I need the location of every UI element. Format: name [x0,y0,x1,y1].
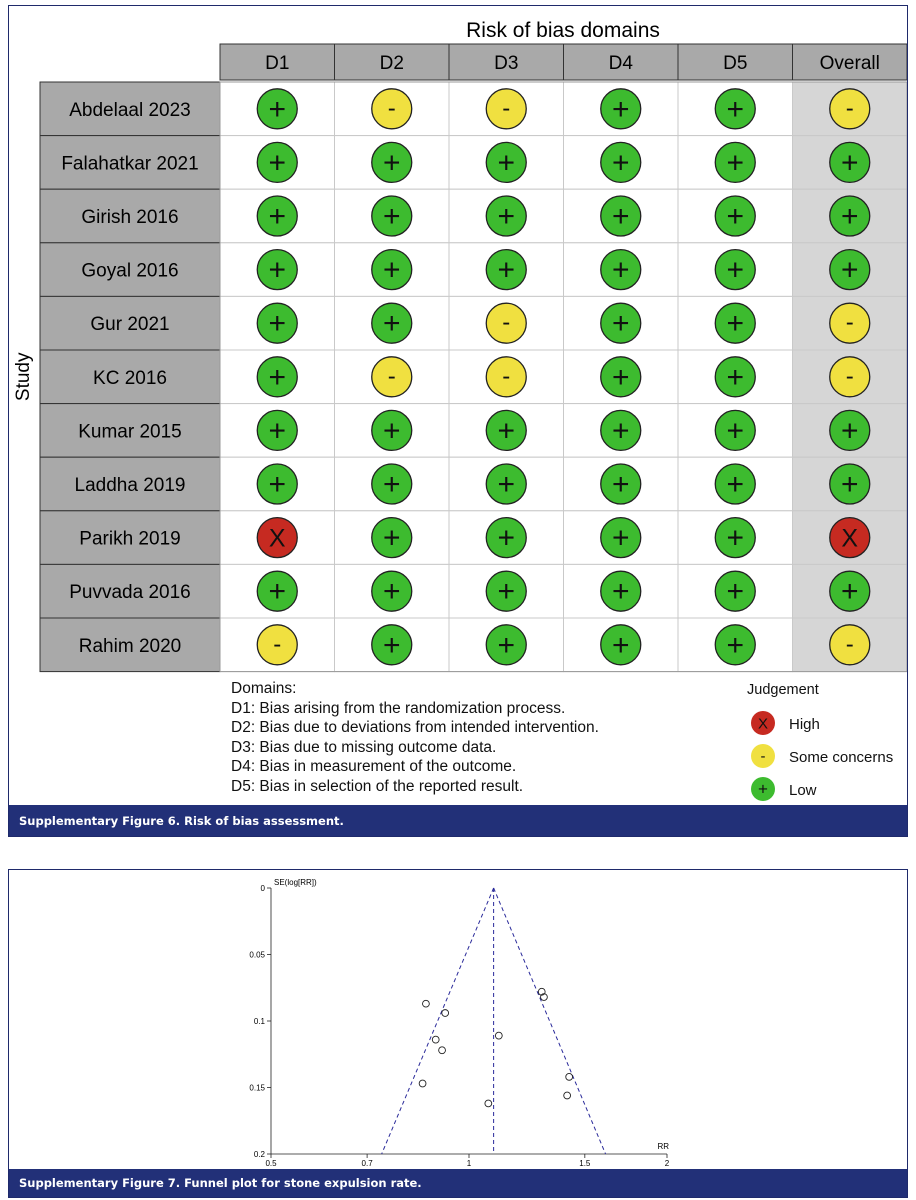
figure-6-caption: Supplementary Figure 6. Risk of bias assessment. [9,805,907,836]
judgement-symbol: + [497,575,516,609]
judgement-symbol: + [840,468,859,501]
judgement-symbol: + [840,414,859,448]
judgement-symbol: + [611,92,630,126]
study-label-abdelaal-2023: Abdelaal 2023 [69,99,191,121]
legend-label-low: Low [789,782,817,799]
study-point [495,1032,502,1039]
study-label-kumar-2015: Kumar 2015 [78,421,182,443]
svg-text:X: X [757,715,769,733]
header-label-d3: D3 [494,53,519,74]
study-point [442,1010,449,1017]
judgement-symbol: + [382,575,401,609]
study-label-goyal-2016: Goyal 2016 [81,260,179,282]
y-axis-label: SE(log[RR]) [274,878,317,887]
study-point [485,1100,492,1107]
judgement-symbol: + [726,92,745,126]
judgement-symbol: + [726,468,745,501]
judgement-symbol: + [611,200,630,233]
judgement-symbol: + [497,628,516,662]
judgement-symbol: + [268,575,287,609]
study-point [423,1000,430,1007]
judgement-symbol: - [387,94,396,122]
judgement-symbol: + [497,521,516,555]
funnel-plot-figure [8,869,908,1198]
judgement-symbol: + [382,307,401,341]
study-point [439,1047,446,1054]
judgement-symbol: - [502,309,511,337]
judgement-symbol: - [502,94,511,122]
judgement-legend-icons [747,702,777,812]
study-label-gur-2021: Gur 2021 [90,314,170,336]
judgement-symbol: - [845,362,854,390]
judgement-symbol: - [845,94,854,122]
judgement-symbol: + [382,468,401,501]
study-label-falahatkar-2021: Falahatkar 2021 [61,153,199,175]
funnel-right-limit [494,888,606,1154]
y-tick-label: 0.1 [253,1017,265,1026]
domain-note-d3: D3: Bias due to missing outcome data. [231,738,497,756]
judgement-symbol: + [611,414,630,448]
x-tick-label: 0.5 [265,1159,277,1168]
judgement-symbol: + [382,628,401,662]
judgement-symbol: + [611,146,630,180]
judgement-symbol: + [726,575,745,609]
judgement-symbol: + [382,200,401,233]
judgement-legend-title: Judgement [747,682,819,698]
study-label-parikh-2019: Parikh 2019 [79,528,181,550]
study-label-girish-2016: Girish 2016 [81,207,179,228]
study-label-rahim-2020: Rahim 2020 [78,635,182,657]
study-point [566,1073,573,1080]
x-tick-label: 1 [466,1159,472,1168]
judgement-symbol: + [726,200,745,233]
judgement-symbol: + [497,146,516,180]
judgement-symbol: + [840,575,859,609]
judgement-symbol: + [611,307,630,341]
judgement-symbol: + [268,307,287,341]
header-label-d4: D4 [608,53,633,74]
judgement-symbol: X [841,524,859,553]
domain-note-d5: D5: Bias in selection of the reported result. [231,777,524,795]
funnel-left-limit [382,888,494,1154]
domain-notes-title: Domains: [231,680,297,697]
x-axis-label: RR [657,1142,669,1151]
judgement-symbol: + [268,253,287,287]
judgement-symbol: + [497,200,516,233]
y-tick-label: 0.15 [249,1083,265,1093]
study-point [564,1092,571,1099]
judgement-symbol: + [268,200,287,233]
judgement-symbol: + [611,468,630,501]
judgement-symbol: + [497,414,516,448]
study-point [419,1080,426,1087]
judgement-symbol: - [273,630,282,658]
judgement-legend [747,680,907,806]
judgement-symbol: - [387,362,396,390]
risk-of-bias-figure [8,5,908,837]
judgement-symbol: + [840,253,859,287]
y-tick-label: 0 [260,884,265,893]
judgement-symbol: + [268,146,287,180]
judgement-symbol: + [726,414,745,448]
judgement-symbol: - [845,630,854,658]
header-label-overall: Overall [819,53,880,74]
header-label-d2: D2 [379,53,404,74]
funnel-plot [9,870,907,1168]
y-axis-label: Study [13,352,34,402]
judgement-symbol: + [497,468,516,501]
judgement-symbol: + [726,360,745,394]
study-point [432,1036,439,1043]
judgement-symbol: + [726,146,745,180]
study-label-puvvada-2016: Puvvada 2016 [69,582,191,604]
judgement-symbol: + [726,628,745,662]
judgement-symbol: + [726,253,745,287]
header-label-d1: D1 [265,53,290,74]
judgement-symbol: + [268,414,287,448]
judgement-symbol: X [268,524,286,553]
judgement-symbol: + [726,307,745,341]
judgement-symbol: - [845,309,854,337]
judgement-symbol: + [840,146,859,180]
chart-title: Risk of bias domains [466,19,660,42]
x-tick-label: 2 [664,1159,670,1168]
domain-note-d4: D4: Bias in measurement of the outcome. [231,758,517,775]
judgement-symbol: + [382,253,401,287]
risk-of-bias-table [9,6,907,678]
judgement-symbol: + [611,360,630,394]
y-tick-label: 0.2 [253,1150,265,1159]
svg-text:+: + [758,779,768,799]
study-label-laddha-2019: Laddha 2019 [74,475,186,496]
judgement-symbol: + [611,575,630,609]
judgement-symbol: + [382,414,401,448]
judgement-symbol: + [268,92,287,126]
svg-text:-: - [760,748,766,765]
judgement-symbol: + [611,628,630,662]
judgement-symbol: + [611,253,630,287]
domain-note-d2: D2: Bias due to deviations from intended intervention. [231,719,599,736]
judgement-symbol: - [502,362,511,390]
header-label-d5: D5 [723,53,748,74]
legend-label-some-concerns: Some concerns [789,749,894,766]
judgement-symbol: + [611,521,630,555]
judgement-symbol: + [840,200,859,233]
figure-7-caption: Supplementary Figure 7. Funnel plot for stone expulsion rate. [9,1169,907,1197]
judgement-symbol: + [726,521,745,555]
x-tick-label: 0.7 [361,1159,373,1168]
legend-label-high: High [789,716,820,733]
y-tick-label: 0.05 [249,950,265,960]
study-label-kc-2016: KC 2016 [93,367,167,389]
domain-note-d1: D1: Bias arising from the randomization process. [231,699,566,717]
judgement-symbol: + [382,521,401,555]
judgement-symbol: + [497,253,516,287]
x-tick-label: 1.5 [579,1159,591,1168]
judgement-symbol: + [268,360,287,394]
judgement-symbol: + [382,146,401,180]
domain-notes [231,679,599,796]
judgement-symbol: + [268,468,287,501]
